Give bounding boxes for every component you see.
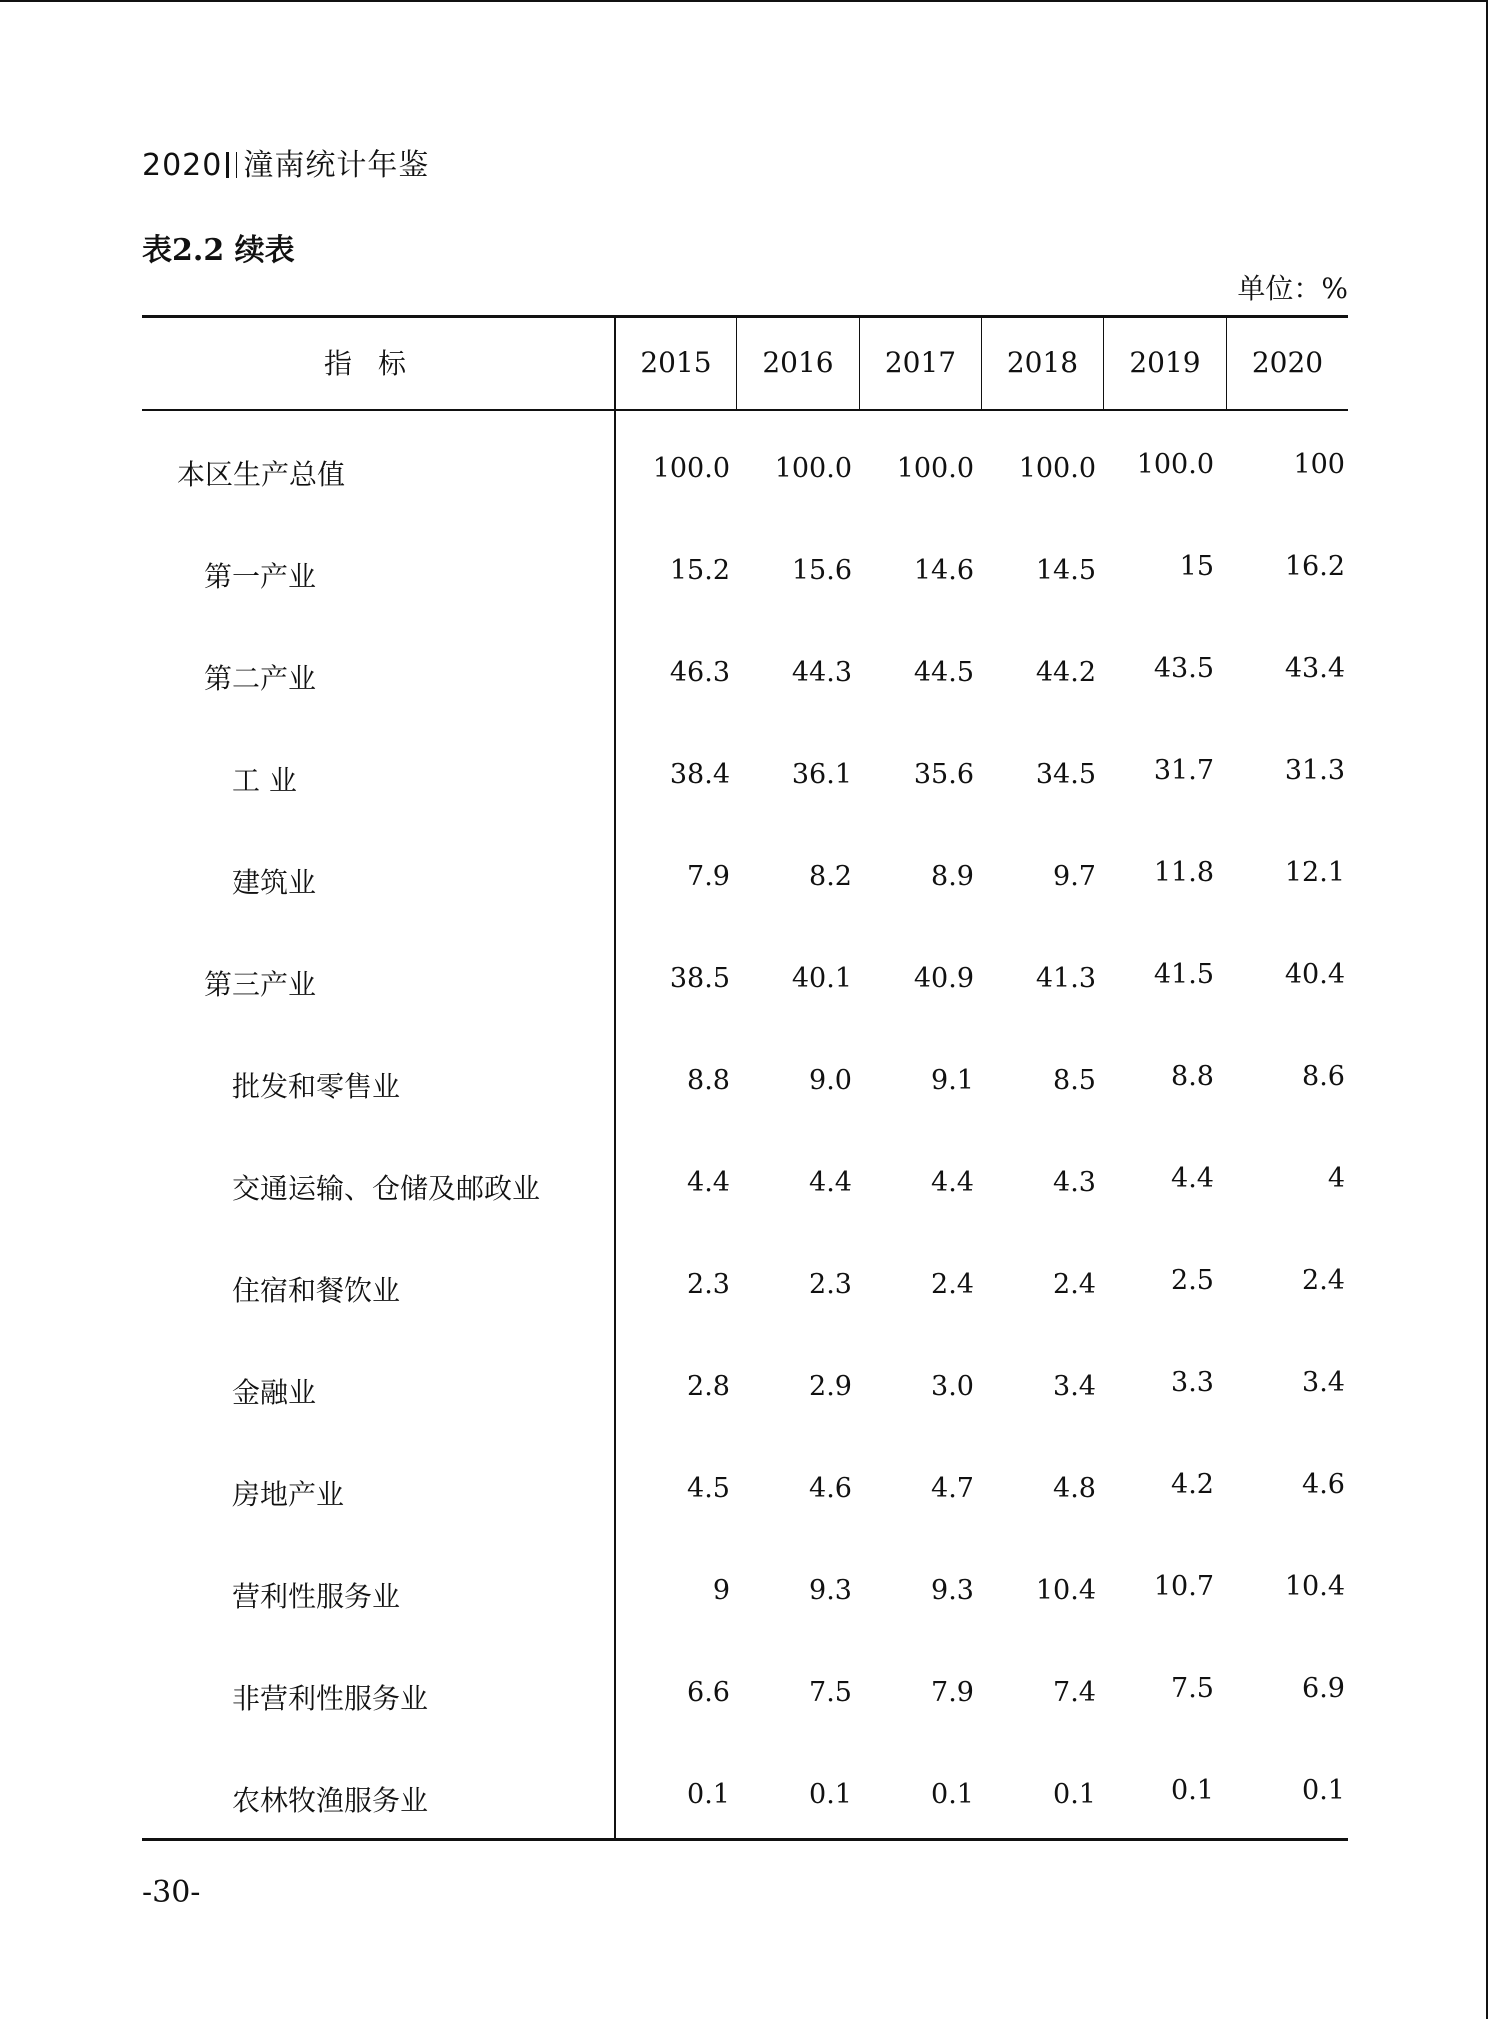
- cell-value: 44.2: [1035, 657, 1096, 688]
- header-year: 2020: [1251, 345, 1324, 379]
- table-row: [142, 517, 1348, 619]
- cell-value: 0.1: [1302, 1775, 1345, 1806]
- page-number: -30-: [142, 1875, 201, 1910]
- running-head-year: 2020: [142, 148, 223, 183]
- cell-value: 35.6: [913, 759, 974, 790]
- cell-value: 100.0: [896, 453, 974, 484]
- running-head-separator: [226, 152, 237, 178]
- cell-value: 9.3: [809, 1575, 852, 1606]
- cell-value: 4.6: [1302, 1469, 1345, 1500]
- running-head: [142, 140, 429, 184]
- cell-value: 7.9: [931, 1677, 974, 1708]
- cell-value: 4.5: [687, 1473, 730, 1504]
- header-year: 2016: [762, 345, 834, 379]
- table-row: [142, 1027, 1348, 1129]
- cell-value: 31.7: [1153, 755, 1214, 786]
- row-label: 农林牧渔服务业: [232, 1784, 429, 1817]
- table-row: [142, 721, 1348, 823]
- cell-value: 4.3: [1053, 1167, 1096, 1198]
- cell-value: 4.4: [809, 1167, 852, 1198]
- table-row: [142, 1231, 1348, 1333]
- cell-value: 100.0: [652, 453, 730, 484]
- cell-value: 8.2: [809, 861, 852, 892]
- cell-value: 40.4: [1284, 959, 1345, 990]
- cell-value: 7.4: [1053, 1677, 1096, 1708]
- page-top-border: [0, 0, 1488, 2]
- cell-value: 9: [712, 1575, 730, 1606]
- cell-value: 8.8: [1171, 1061, 1214, 1092]
- cell-value: 6.9: [1302, 1673, 1345, 1704]
- cell-value: 40.1: [791, 963, 852, 994]
- cell-value: 14.5: [1035, 555, 1096, 586]
- cell-value: 4.6: [809, 1473, 852, 1504]
- table-caption: 表2.2 续表: [142, 233, 295, 268]
- cell-value: 100.0: [774, 453, 852, 484]
- cell-value: 15.6: [791, 555, 852, 586]
- cell-value: 43.4: [1284, 653, 1345, 684]
- cell-value: 0.1: [1171, 1775, 1214, 1806]
- cell-value: 100.0: [1136, 449, 1214, 480]
- cell-value: 2.4: [931, 1269, 974, 1300]
- cell-value: 40.9: [913, 963, 974, 994]
- cell-value: 4.7: [931, 1473, 974, 1504]
- table-row: [142, 1435, 1348, 1537]
- cell-value: 46.3: [669, 657, 730, 688]
- cell-value: 4.4: [687, 1167, 730, 1198]
- cell-value: 41.3: [1035, 963, 1096, 994]
- cell-value: 2.4: [1053, 1269, 1096, 1300]
- cell-value: 11.8: [1153, 857, 1214, 888]
- table-row: [142, 925, 1348, 1027]
- cell-value: 8.6: [1302, 1061, 1345, 1092]
- table-row: [142, 619, 1348, 721]
- cell-value: 36.1: [791, 759, 852, 790]
- table-row: [142, 823, 1348, 925]
- cell-value: 7.9: [687, 861, 730, 892]
- cell-value: 15.2: [669, 555, 730, 586]
- table-row: [142, 1333, 1348, 1435]
- row-label: 房地产业: [232, 1478, 345, 1511]
- cell-value: 4.4: [1171, 1163, 1214, 1194]
- cell-value: 2.3: [809, 1269, 852, 1300]
- cell-value: 9.1: [931, 1065, 974, 1096]
- cell-value: 10.7: [1153, 1571, 1214, 1602]
- cell-value: 8.5: [1053, 1065, 1096, 1096]
- row-label: 住宿和餐饮业: [232, 1274, 401, 1307]
- cell-value: 7.5: [1171, 1673, 1214, 1704]
- row-label: 第二产业: [204, 662, 317, 695]
- cell-value: 43.5: [1153, 653, 1214, 684]
- row-label: 非营利性服务业: [232, 1682, 429, 1715]
- header-indicator: [142, 315, 614, 409]
- cell-value: 4.4: [931, 1167, 974, 1198]
- cell-value: 0.1: [809, 1779, 852, 1810]
- cell-value: 31.3: [1284, 755, 1345, 786]
- unit-label: 单位：%: [1237, 272, 1348, 305]
- table-row: [142, 1129, 1348, 1231]
- running-head-title: 潼南统计年鉴: [243, 148, 430, 183]
- header-year: 2015: [640, 345, 712, 379]
- cell-value: 100: [1293, 449, 1345, 480]
- table-row: [142, 1537, 1348, 1639]
- cell-value: 100.0: [1018, 453, 1096, 484]
- cell-value: 0.1: [1053, 1779, 1096, 1810]
- cell-value: 2.9: [809, 1371, 852, 1402]
- cell-value: 44.5: [913, 657, 974, 688]
- cell-value: 10.4: [1284, 1571, 1345, 1602]
- cell-value: 3.0: [931, 1371, 974, 1402]
- cell-value: 44.3: [791, 657, 852, 688]
- table-header-rule: [142, 409, 1348, 411]
- cell-value: 0.1: [931, 1779, 974, 1810]
- table-row: [142, 1741, 1348, 1843]
- cell-value: 41.5: [1153, 959, 1214, 990]
- cell-value: 6.6: [687, 1677, 730, 1708]
- cell-value: 10.4: [1035, 1575, 1096, 1606]
- row-label: 营利性服务业: [232, 1580, 401, 1613]
- header-year: 2018: [1006, 345, 1079, 379]
- header-indicator-label: 指标: [323, 347, 432, 380]
- cell-value: 34.5: [1035, 759, 1096, 790]
- cell-value: 4.8: [1053, 1473, 1096, 1504]
- header-year: 2017: [884, 345, 957, 379]
- table-row: [142, 1639, 1348, 1741]
- cell-value: 2.8: [687, 1371, 730, 1402]
- cell-value: 12.1: [1284, 857, 1345, 888]
- cell-value: 4: [1327, 1163, 1345, 1194]
- cell-value: 14.6: [913, 555, 974, 586]
- row-label: 第三产业: [204, 968, 317, 1001]
- row-label: 本区生产总值: [177, 458, 346, 491]
- cell-value: 15: [1179, 551, 1214, 582]
- cell-value: 8.8: [687, 1065, 730, 1096]
- cell-value: 38.4: [669, 759, 730, 790]
- row-label: 交通运输、仓储及邮政业: [232, 1172, 541, 1205]
- cell-value: 8.9: [931, 861, 974, 892]
- cell-value: 2.4: [1302, 1265, 1345, 1296]
- cell-value: 2.5: [1171, 1265, 1214, 1296]
- cell-value: 2.3: [687, 1269, 730, 1300]
- header-year: 2019: [1129, 345, 1201, 379]
- row-label: 批发和零售业: [232, 1070, 401, 1103]
- cell-value: 9.0: [809, 1065, 852, 1096]
- cell-value: 0.1: [687, 1779, 730, 1810]
- cell-value: 3.4: [1302, 1367, 1345, 1398]
- row-label: 建筑业: [232, 866, 317, 899]
- cell-value: 16.2: [1284, 551, 1345, 582]
- row-label: 第一产业: [204, 560, 317, 593]
- cell-value: 7.5: [809, 1677, 852, 1708]
- table-row: [142, 415, 1348, 517]
- cell-value: 3.4: [1053, 1371, 1096, 1402]
- cell-value: 4.2: [1171, 1469, 1214, 1500]
- row-label: 工 业: [232, 764, 297, 797]
- cell-value: 9.7: [1053, 861, 1096, 892]
- cell-value: 38.5: [669, 963, 730, 994]
- cell-value: 3.3: [1171, 1367, 1214, 1398]
- row-label: 金融业: [232, 1376, 317, 1409]
- cell-value: 9.3: [931, 1575, 974, 1606]
